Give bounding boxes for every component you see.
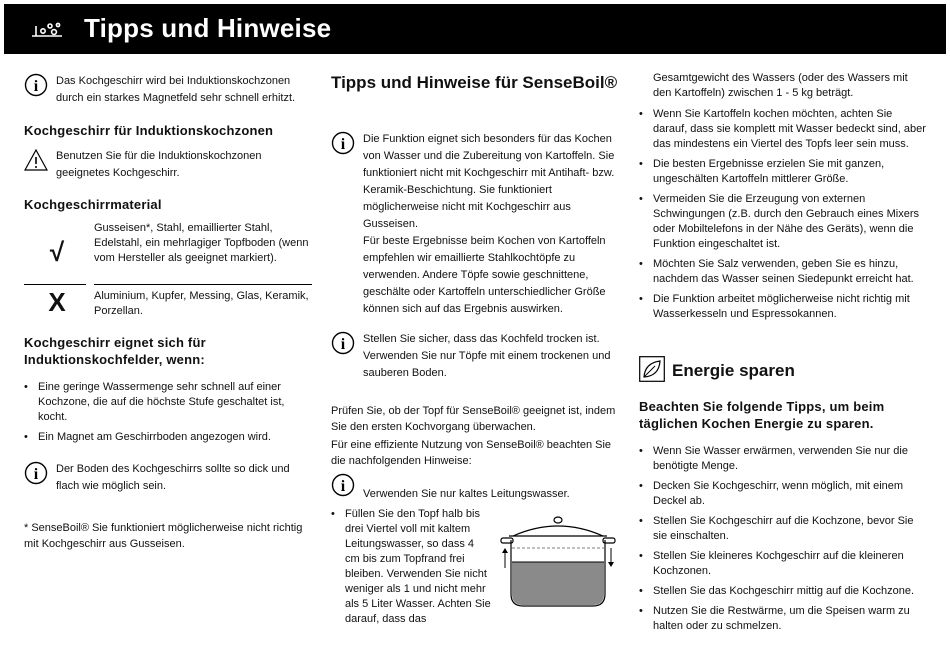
section-heading: Kochgeschirr für Induktionskochzonen <box>24 123 274 138</box>
list-item: • Decken Sie Kochgeschirr, wenn möglich, mit einem Deckel ab. <box>639 479 929 509</box>
list-item: • Ein Magnet am Geschirrboden angezogen wird. <box>24 430 304 445</box>
list-item: • Wenn Sie Kartoffeln kochen möchten, achten Sie darauf, dass sie komplett mit Wasser bedeckt sind, aber das mindestens ein Viertel des Topfs leer sein muss. <box>639 107 929 152</box>
info-note <box>331 131 621 316</box>
list-item: • Stellen Sie kleineres Kochgeschirr auf die kleineren Kochzonen. <box>639 549 929 579</box>
material-suitable-text: Gusseisen*, Stahl, emaillierter Stahl, Edelstahl, ein mehrlagiger Topfboden (wenn vom Hersteller als geeignet markiert). <box>94 222 309 264</box>
paragraph: Für eine effiziente Nutzung von SenseBoil® beachten Sie die nachfolgenden Hinweise: <box>331 439 612 467</box>
divider <box>94 284 312 285</box>
footnote: * SenseBoil® Sie funktioniert möglicherweise nicht richtig mit Kochgeschirr aus Gusseisen. <box>24 522 303 550</box>
info-text: Das Kochgeschirr wird bei Induktionskochzonen durch ein starkes Magnetfeld sehr schnell erhitzt. <box>56 75 296 104</box>
svg-text:i: i <box>33 78 39 95</box>
list-item: • Die besten Ergebnisse erzielen Sie mit ganzen, ungeschälten Kartoffeln mittlerer Größe. <box>639 157 929 187</box>
list-item: • Füllen Sie den Topf halb bis drei Viertel voll mit kaltem Leitungswasser, so dass 4 cm bis zum Topfrand frei bleiben. Verwenden Sie nicht weniger als 1 und nicht mehr als 5 Liter Wasser. Achten Sie darauf, dass das <box>331 507 491 627</box>
info-text: Der Boden des Kochgeschirrs sollte so dick und flach wie möglich sein. <box>56 463 290 492</box>
info-text: Stellen Sie sicher, dass das Kochfeld trocken ist. Verwenden Sie nur Töpfe mit einem trockenen und sauberen Boden. <box>363 333 611 379</box>
info-icon <box>331 131 355 155</box>
info-note <box>24 73 312 109</box>
requirement-list <box>24 380 304 445</box>
list-item: • Stellen Sie Kochgeschirr auf die Kochzone, bevor Sie sie einschalten. <box>639 514 929 544</box>
cooktop-icon <box>30 16 64 42</box>
svg-text:i: i <box>340 136 346 153</box>
energy-tips-list <box>639 444 929 634</box>
warning-note <box>24 148 312 184</box>
section-title: Energie sparen <box>672 361 795 380</box>
section-heading: Beachten Sie folgende Tipps, um beim täglichen Kochen Energie zu sparen. <box>639 399 885 431</box>
section-heading: Kochgeschirr eignet sich für Induktionskochfelder, wenn: <box>24 335 206 367</box>
info-icon <box>24 73 48 97</box>
info-text: Verwenden Sie nur kaltes Leitungswasser. <box>363 488 570 500</box>
info-note <box>331 473 621 501</box>
cross-icon: X <box>48 287 66 317</box>
divider <box>24 284 86 285</box>
list-item: • Nutzen Sie die Restwärme, um die Speisen warm zu halten oder zu schmelzen. <box>639 604 929 634</box>
page-header <box>4 4 946 54</box>
section-title: Tipps und Hinweise für SenseBoil® <box>331 73 618 92</box>
material-unsuitable-row <box>24 287 312 321</box>
material-suitable-row <box>24 219 312 283</box>
material-unsuitable-text: Aluminium, Kupfer, Messing, Glas, Keramik, Porzellan. <box>94 290 309 317</box>
info-text: Für beste Ergebnisse beim Kochen von Kartoffeln empfehlen wir emaillierte Stahlkochtöpfe zu verwenden. Andere Töpfe sowie geschnittene, geschälte oder Kartoffeln unterschiedlicher Größe können sich auf das Ergebnis auswirken. <box>363 235 606 315</box>
check-icon: √ <box>49 237 65 267</box>
info-icon <box>24 461 48 485</box>
svg-text:i: i <box>340 478 346 495</box>
list-item: • Möchten Sie Salz verwenden, geben Sie es hinzu, nachdem das Wasser seinen Siedepunkt erreicht hat. <box>639 257 929 287</box>
pot-water-level-icon <box>499 512 621 616</box>
warning-text: Benutzen Sie für die Induktionskochzonen geeignetes Kochgeschirr. <box>56 150 262 179</box>
info-icon <box>331 331 355 355</box>
paragraph: Prüfen Sie, ob der Topf für SenseBoil® geeignet ist, indem Sie den ersten Kochvorgang überwachen. <box>331 405 616 433</box>
fill-instructions-list <box>331 507 491 627</box>
info-note <box>331 331 621 383</box>
warning-icon <box>24 148 48 172</box>
section-heading: Kochgeschirrmaterial <box>24 197 162 212</box>
list-item: • Stellen Sie das Kochgeschirr mittig auf die Kochzone. <box>639 584 929 599</box>
list-item: • Die Funktion arbeitet möglicherweise nicht richtig mit Wasserkesseln und Espressokannen. <box>639 292 929 322</box>
list-item: • Wenn Sie Wasser erwärmen, verwenden Sie nur die benötigte Menge. <box>639 444 929 474</box>
list-item: • Eine geringe Wassermenge sehr schnell auf einer Kochzone, die auf die höchste Stufe geschaltet ist, kocht. <box>24 380 304 425</box>
svg-text:i: i <box>33 466 39 483</box>
leaf-icon <box>639 356 665 382</box>
list-item: • Vermeiden Sie die Erzeugung von externen Schwingungen (z.B. durch den Gebrauch eines Mixers oder Mobiltelefons in der Nähe des Geräts), wenn die Funktion eingeschaltet ist. <box>639 192 929 252</box>
info-note <box>24 461 312 497</box>
svg-text:i: i <box>340 336 346 353</box>
info-icon <box>331 473 355 497</box>
paragraph-continued: Gesamtgewicht des Wassers (oder des Wassers mit den Kartoffeln) zwischen 1 - 5 kg beträgt. <box>653 72 908 99</box>
page-title: Tipps und Hinweise <box>84 13 332 43</box>
info-text: Die Funktion eignet sich besonders für das Kochen von Wasser und die Zubereitung von Kartoffeln. Sie funktioniert nicht mit Kochgeschirr mit Antihaft- bzw. Keramik-Beschichtung. Sie funktioniert möglicherweise nicht mit Kochgeschirr aus Gusseisen. <box>363 133 615 230</box>
senseboil-tips-list <box>639 107 929 322</box>
